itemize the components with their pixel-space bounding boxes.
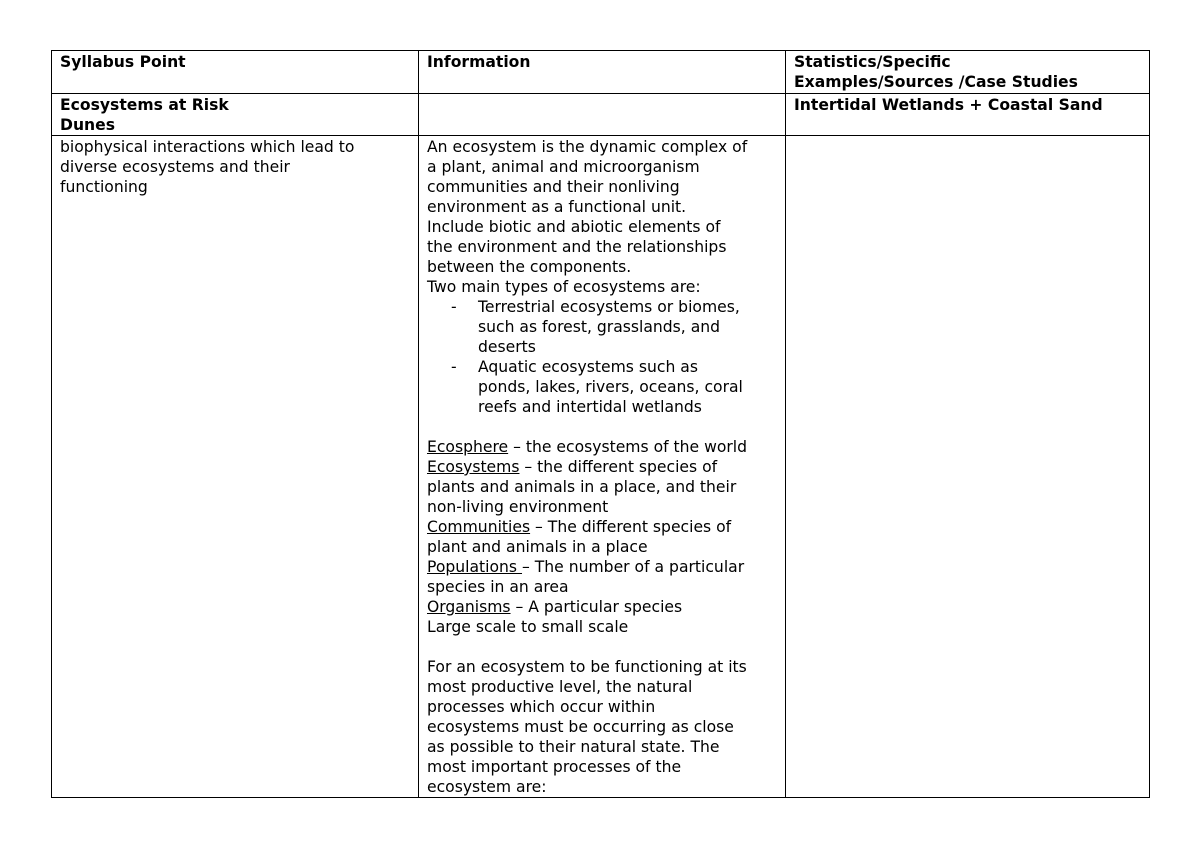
closing-line: ecosystems must be occurring as close	[427, 718, 734, 736]
header-information-label: Information	[427, 53, 531, 71]
header-syllabus-point	[52, 51, 419, 94]
definition-continuation: species in an area	[427, 578, 569, 596]
list-item	[427, 297, 777, 357]
syllabus-point-line: functioning	[60, 178, 148, 196]
definition-communities	[427, 517, 777, 537]
section-case-study-cell	[786, 94, 1150, 136]
paragraph-gap	[427, 417, 777, 437]
bullet-marker: -	[451, 358, 457, 376]
closing-line: as possible to their natural state. The	[427, 738, 720, 756]
header-syllabus-point-label: Syllabus Point	[60, 53, 186, 71]
closing-line: most productive level, the natural	[427, 678, 693, 696]
ecosystem-types-list	[427, 297, 777, 417]
closing-line: ecosystem are:	[427, 778, 547, 796]
definition-text: – The different species of	[530, 518, 732, 536]
definition-ecosphere	[427, 437, 777, 457]
term-ecosystems: Ecosystems	[427, 458, 520, 476]
header-statistics-line2: Examples/Sources /Case Studies	[794, 73, 1078, 91]
definition-continuation: plant and animals in a place	[427, 538, 648, 556]
list-item	[427, 357, 777, 417]
info-intro-line: environment as a functional unit.	[427, 198, 687, 216]
bullet-line: deserts	[478, 338, 536, 356]
bullet-line: Aquatic ecosystems such as	[478, 358, 698, 376]
bullet-line: Terrestrial ecosystems or biomes,	[478, 298, 740, 316]
section-subtitle: Dunes	[60, 116, 116, 134]
definition-text: – A particular species	[510, 598, 683, 616]
bullet-line: reefs and intertidal wetlands	[478, 398, 702, 416]
definition-organisms	[427, 597, 777, 617]
header-statistics	[786, 51, 1150, 94]
definition-ecosystems	[427, 457, 777, 477]
closing-line: For an ecosystem to be functioning at its	[427, 658, 747, 676]
information-cell	[419, 136, 786, 798]
bullet-line: such as forest, grasslands, and	[478, 318, 721, 336]
definition-continuation: non-living environment	[427, 498, 609, 516]
header-information	[419, 51, 786, 94]
term-communities: Communities	[427, 518, 531, 536]
syllabus-point-cell	[52, 136, 419, 798]
info-intro-line: Include biotic and abiotic elements of	[427, 218, 721, 236]
term-populations: Populations	[427, 558, 523, 576]
term-organisms: Organisms	[427, 598, 511, 616]
info-intro-line: communities and their nonliving	[427, 178, 680, 196]
definition-text: – The number of a particular	[522, 558, 745, 576]
info-intro-line: An ecosystem is the dynamic complex of	[427, 138, 748, 156]
syllabus-table	[51, 50, 1150, 798]
info-intro-line: between the components.	[427, 258, 632, 276]
statistics-cell	[786, 136, 1150, 798]
definition-text: – the different species of	[519, 458, 718, 476]
section-title-cell	[52, 94, 419, 136]
section-case-study: Intertidal Wetlands + Coastal Sand	[794, 96, 1103, 114]
table-header-row	[52, 51, 1150, 94]
section-empty-cell	[419, 94, 786, 136]
info-intro-line: the environment and the relationships	[427, 238, 727, 256]
definition-populations	[427, 557, 777, 577]
info-intro-line: Two main types of ecosystems are:	[427, 278, 701, 296]
definition-continuation: plants and animals in a place, and their	[427, 478, 737, 496]
section-row	[52, 94, 1150, 136]
bullet-line: ponds, lakes, rivers, oceans, coral	[478, 378, 743, 396]
closing-line: most important processes of the	[427, 758, 682, 776]
term-ecosphere: Ecosphere	[427, 438, 509, 456]
section-title: Ecosystems at Risk	[60, 96, 229, 114]
paragraph-gap	[427, 637, 777, 657]
syllabus-point-line: diverse ecosystems and their	[60, 158, 290, 176]
content-row	[52, 136, 1150, 798]
bullet-marker: -	[451, 298, 457, 316]
info-intro-line: a plant, animal and microorganism	[427, 158, 700, 176]
definition-text: – the ecosystems of the world	[508, 438, 748, 456]
closing-line: processes which occur within	[427, 698, 656, 716]
syllabus-point-line: biophysical interactions which lead to	[60, 138, 355, 156]
header-statistics-line1: Statistics/Specific	[794, 53, 951, 71]
scale-note: Large scale to small scale	[427, 618, 629, 636]
